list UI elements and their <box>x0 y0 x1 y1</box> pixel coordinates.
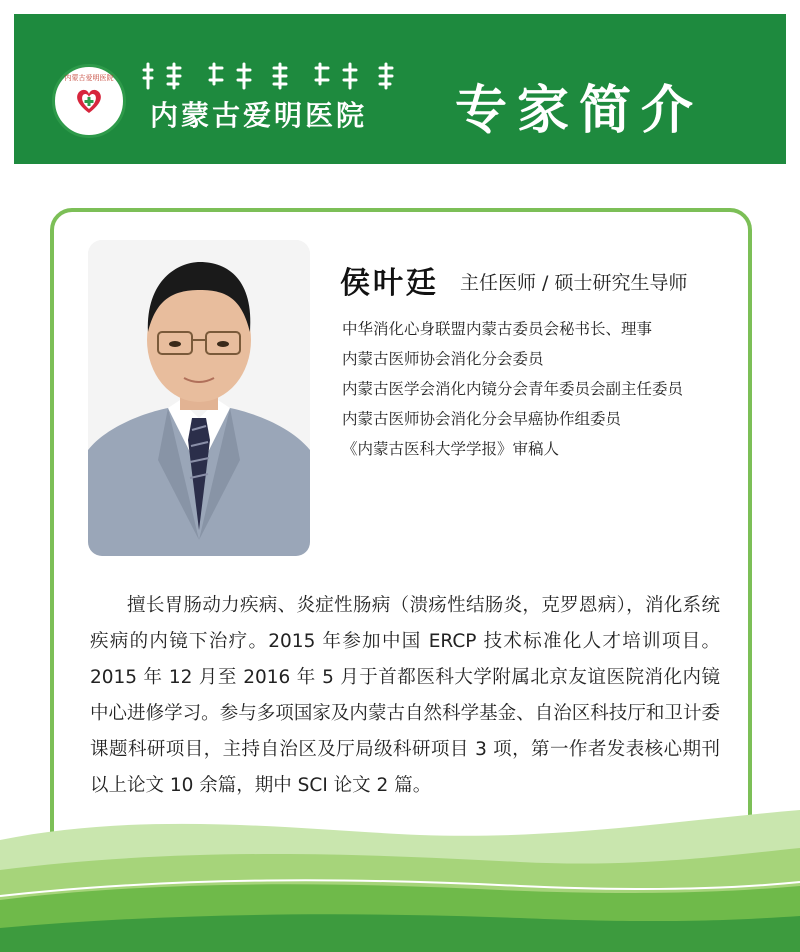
list-item: 中华消化心身联盟内蒙古委员会秘书长、理事 <box>342 320 653 338</box>
list-item: 内蒙古医学会消化内镜分会青年委员会副主任委员 <box>342 380 684 398</box>
expert-roles-list <box>342 314 683 464</box>
expert-photo <box>88 240 310 556</box>
expert-bio <box>90 588 720 804</box>
heart-icon <box>73 85 105 117</box>
list-item: 《内蒙古医科大学学报》审稿人 <box>342 440 560 458</box>
mongolian-script-logo <box>140 60 415 92</box>
hospital-logo-icon <box>52 64 126 138</box>
decorative-waves <box>0 800 800 952</box>
expert-position: 主任医师 / 硕士研究生导师 <box>460 272 688 294</box>
list-item: 内蒙古医师协会消化分会早癌协作组委员 <box>342 410 622 428</box>
list-item: 内蒙古医师协会消化分会委员 <box>342 350 544 368</box>
hospital-name: 内蒙古爱明医院 <box>150 99 368 132</box>
page-title: 专家简介 <box>455 81 704 141</box>
bio-paragraph: 擅长胃肠动力疾病、炎症性肠病（溃疡性结肠炎，克罗恩病），消化系统疾病的内镜下治疗。2015 年参加中国 ERCP 技术标准化人才培训项目。2015 年 12 月至 2016 年 5 月于首都医科大学附属北京友谊医院消化内镜中心进修学习。参与多项国家及内蒙古自然科学基金、自治区科技厅和卫计委课题科研项目，主持自治区及厅局级科研项目 3 项，第一作者发表核心期刊以上论文 10 余篇，期中 SCI 论文 2 篇。 <box>90 595 720 796</box>
expert-name: 侯叶廷 <box>340 266 439 301</box>
logo-ring-text: 内蒙古爱明医院 <box>64 74 114 82</box>
